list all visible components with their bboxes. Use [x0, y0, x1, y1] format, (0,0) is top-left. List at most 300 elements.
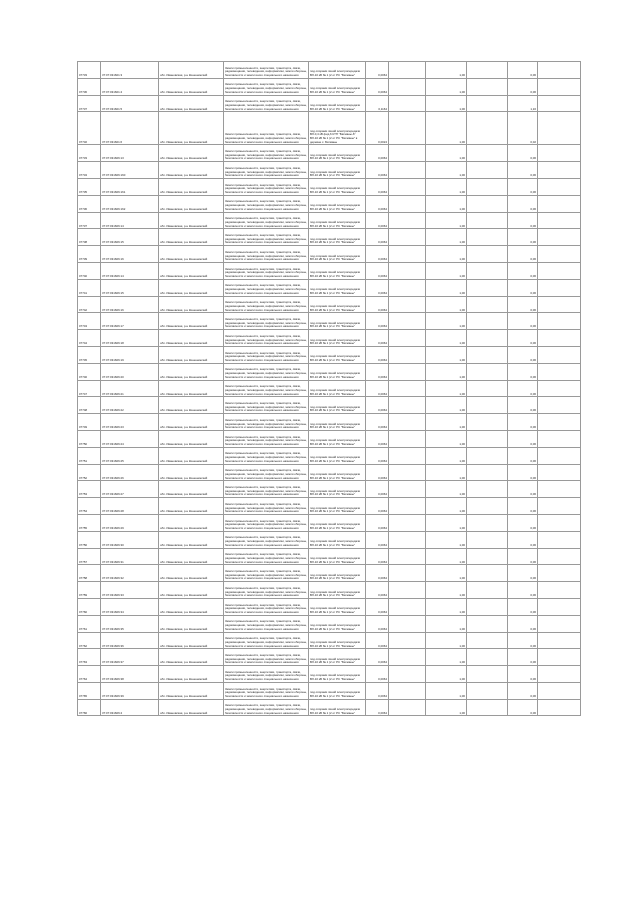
- row-number: 07744: [78, 330, 101, 347]
- cadastral-number: 37:07:031606:37: [101, 649, 159, 666]
- permitted-use: под опорами линий электропередачи ВЛ-10 кВ № 1 (2 от РС "Батманы": [309, 296, 366, 313]
- empty-cell: [467, 447, 508, 464]
- row-number: 07763: [78, 649, 101, 666]
- empty-cell: [538, 548, 581, 565]
- sum-value: 0,06: [508, 380, 538, 397]
- plot-address: обл. Ивановская, р-н Кинешемский: [159, 78, 224, 95]
- permitted-use: под опорами линий электропередачи ВЛ-10 кВ № 1 (2 от РС "Батманы": [309, 145, 366, 162]
- plot-area: 0,0064: [366, 380, 389, 397]
- empty-cell: [467, 112, 508, 145]
- row-number: 07758: [78, 565, 101, 582]
- cadastral-number: 37:07:031606:23: [101, 414, 159, 431]
- sum-value: 0,06: [508, 212, 538, 229]
- permitted-use: под опорами линий электропередачи ВЛ-10 кВ № 1 (2 от РС "Батманы": [309, 430, 366, 447]
- plot-area: 0,0064: [366, 246, 389, 263]
- cadastral-number: 37:07:031606:25: [101, 447, 159, 464]
- plot-address: обл. Ивановская, р-н Кинешемский: [159, 481, 224, 498]
- plot-address: обл. Ивановская, р-н Кинешемский: [159, 447, 224, 464]
- empty-cell: [389, 212, 426, 229]
- row-number: 07737: [78, 95, 101, 112]
- empty-cell: [538, 330, 581, 347]
- empty-cell: [467, 464, 508, 481]
- plot-address: обл. Ивановская, р-н Кинешемский: [159, 380, 224, 397]
- row-number: 07760: [78, 598, 101, 615]
- table-row: [78, 112, 581, 145]
- row-number: 07741: [78, 279, 101, 296]
- plot-area: 0,0064: [366, 598, 389, 615]
- rate-value: 1,00: [426, 699, 467, 716]
- rate-value: 1,00: [426, 481, 467, 498]
- sum-value: 0,06: [508, 447, 538, 464]
- empty-cell: [467, 346, 508, 363]
- row-number: 07734: [78, 162, 101, 179]
- rate-value: 1,00: [426, 162, 467, 179]
- empty-cell: [389, 615, 426, 632]
- table-row: [78, 145, 581, 162]
- land-category: Земли промышленности, энергетики, транспорта, связи, радиовещания, телевидения, информатики, земли обороны, безопасности и земли иного специального назначения: [224, 145, 309, 162]
- rate-value: 1,00: [426, 682, 467, 699]
- sum-value: 0,02: [508, 112, 538, 145]
- land-category: Земли промышленности, энергетики, транспорта, связи, радиовещания, телевидения, информатики, земли обороны, безопасности и земли иного специального назначения: [224, 666, 309, 683]
- plot-address: обл. Ивановская, р-н Кинешемский: [159, 414, 224, 431]
- plot-address: обл. Ивановская, р-н Кинешемский: [159, 430, 224, 447]
- empty-cell: [389, 397, 426, 414]
- rate-value: 1,00: [426, 112, 467, 145]
- plot-address: обл. Ивановская, р-н Кинешемский: [159, 565, 224, 582]
- permitted-use: под опорами линий электропередачи ВЛ-10 кВ № 1 (2 от РС "Батманы": [309, 666, 366, 683]
- empty-cell: [389, 632, 426, 649]
- plot-address: обл. Ивановская, р-н Кинешемский: [159, 498, 224, 515]
- empty-cell: [538, 380, 581, 397]
- sum-value: 0,06: [508, 195, 538, 212]
- empty-cell: [467, 78, 508, 95]
- cadastral-number: 37:07:031606:14: [101, 212, 159, 229]
- cadastral-number: 37:07:031606:26: [101, 464, 159, 481]
- rate-value: 1,00: [426, 582, 467, 599]
- permitted-use: под опорами линий электропередачи ВЛ-10 кВ № 1 (2 от РС "Батманы": [309, 514, 366, 531]
- empty-cell: [389, 195, 426, 212]
- rate-value: 1,00: [426, 330, 467, 347]
- cadastral-number: 37:07:031606:4: [101, 699, 159, 716]
- sum-value: 0,06: [508, 78, 538, 95]
- land-category: Земли промышленности, энергетики, транспорта, связи, радиовещания, телевидения, информатики, земли обороны, безопасности и земли иного специального назначения: [224, 632, 309, 649]
- empty-cell: [467, 699, 508, 716]
- permitted-use: под опорами линий электропередачи ВЛ-10 кВ № 1 (2 от РС "Батманы": [309, 262, 366, 279]
- empty-cell: [538, 447, 581, 464]
- rate-value: 1,00: [426, 598, 467, 615]
- permitted-use: под опорами линий электропередачи ВЛ-10 кВ № 1 (2 от РС "Батманы": [309, 682, 366, 699]
- empty-cell: [538, 397, 581, 414]
- row-number: 07764: [78, 666, 101, 683]
- cadastral-number: 37:07:031606:15: [101, 229, 159, 246]
- permitted-use: под опорами линий электропередачи ВЛ-10 кВ № 1 (2 от РС "Батманы": [309, 380, 366, 397]
- table-row: [78, 162, 581, 179]
- land-category: Земли промышленности, энергетики, транспорта, связи, радиовещания, телевидения, информатики, земли обороны, безопасности и земли иного специального назначения: [224, 682, 309, 699]
- plot-area: 0,0064: [366, 464, 389, 481]
- empty-cell: [389, 464, 426, 481]
- sum-value: 0,06: [508, 363, 538, 380]
- row-number: 07736: [78, 195, 101, 212]
- table-row: [78, 313, 581, 330]
- empty-cell: [538, 279, 581, 296]
- empty-cell: [538, 514, 581, 531]
- land-category: Земли промышленности, энергетики, транспорта, связи, радиовещания, телевидения, информатики, земли обороны, безопасности и земли иного специального назначения: [224, 112, 309, 145]
- permitted-use: под опорами линий электропередачи ВЛ-10 кВ № 1 (2 от РС "Батманы": [309, 397, 366, 414]
- permitted-use: под опорами линий электропередачи ВЛ-10 кВ № 1 (2 от РС "Батманы": [309, 62, 366, 79]
- empty-cell: [467, 229, 508, 246]
- sum-value: 0,06: [508, 145, 538, 162]
- plot-area: 0,0064: [366, 514, 389, 531]
- plot-area: 0,0064: [366, 531, 389, 548]
- sum-value: 0,06: [508, 346, 538, 363]
- cadastral-number: 37:07:031606:24: [101, 430, 159, 447]
- cadastral-number: 37:07:031606:38: [101, 666, 159, 683]
- permitted-use: под опорами линий электропередачи ВЛ-10 кВ № 1 (2 от РС "Батманы": [309, 447, 366, 464]
- sum-value: 0,06: [508, 414, 538, 431]
- plot-area: 0,0064: [366, 548, 389, 565]
- empty-cell: [389, 178, 426, 195]
- plot-address: обл. Ивановская, р-н Кинешемский: [159, 582, 224, 599]
- rate-value: 1,00: [426, 531, 467, 548]
- cadastral-number: 37:07:031606:21: [101, 380, 159, 397]
- empty-cell: [389, 296, 426, 313]
- permitted-use: под опорами линий электропередачи ВЛ-10 кВ № 1 (2 от РС "Батманы": [309, 598, 366, 615]
- sum-value: 0,06: [508, 330, 538, 347]
- row-number: 07752: [78, 464, 101, 481]
- plot-area: 0,0064: [366, 162, 389, 179]
- empty-cell: [389, 565, 426, 582]
- cadastral-number: 37:07:031606:28: [101, 498, 159, 515]
- empty-cell: [467, 380, 508, 397]
- table-row: [78, 397, 581, 414]
- rate-value: 1,00: [426, 615, 467, 632]
- row-number: 07751: [78, 447, 101, 464]
- table-row: [78, 598, 581, 615]
- land-category: Земли промышленности, энергетики, транспорта, связи, радиовещания, телевидения, информатики, земли обороны, безопасности и земли иного специального назначения: [224, 464, 309, 481]
- empty-cell: [389, 414, 426, 431]
- row-number: 07753: [78, 481, 101, 498]
- rate-value: 1,00: [426, 514, 467, 531]
- plot-address: обл. Ивановская, р-н Кинешемский: [159, 62, 224, 79]
- cadastral-number: 37:07:031606:32: [101, 565, 159, 582]
- table-row: [78, 296, 581, 313]
- sum-value: 0,06: [508, 682, 538, 699]
- empty-cell: [389, 649, 426, 666]
- row-number: 07757: [78, 548, 101, 565]
- plot-address: обл. Ивановская, р-н Кинешемский: [159, 162, 224, 179]
- permitted-use: под опорами линий электропередачи ВЛ-10 кВ № 1 (2 от РС "Батманы": [309, 279, 366, 296]
- row-number: 07759: [78, 582, 101, 599]
- sum-value: 0,06: [508, 464, 538, 481]
- plot-address: обл. Ивановская, р-н Кинешемский: [159, 615, 224, 632]
- land-category: Земли промышленности, энергетики, транспорта, связи, радиовещания, телевидения, информатики, земли обороны, безопасности и земли иного специального назначения: [224, 615, 309, 632]
- cadastral-number: 37:07:031601:4: [101, 78, 159, 95]
- land-category: Земли промышленности, энергетики, транспорта, связи, радиовещания, телевидения, информатики, земли обороны, безопасности и земли иного специального назначения: [224, 279, 309, 296]
- permitted-use: под опорами линий электропередачи ВЛ-10 кВ № 1 (2 от РС "Батманы": [309, 363, 366, 380]
- plot-address: обл. Ивановская, р-н Кинешемский: [159, 531, 224, 548]
- table-row: [78, 548, 581, 565]
- empty-cell: [467, 582, 508, 599]
- land-category: Земли промышленности, энергетики, транспорта, связи, радиовещания, телевидения, информатики, земли обороны, безопасности и земли иного специального назначения: [224, 212, 309, 229]
- land-category: Земли промышленности, энергетики, транспорта, связи, радиовещания, телевидения, информатики, земли обороны, безопасности и земли иного специального назначения: [224, 195, 309, 212]
- empty-cell: [389, 531, 426, 548]
- table-row: [78, 363, 581, 380]
- plot-address: обл. Ивановская, р-н Кинешемский: [159, 682, 224, 699]
- plot-address: обл. Ивановская, р-н Кинешемский: [159, 279, 224, 296]
- empty-cell: [467, 363, 508, 380]
- table-row: [78, 582, 581, 599]
- land-category: Земли промышленности, энергетики, транспорта, связи, радиовещания, телевидения, информатики, земли обороны, безопасности и земли иного специального назначения: [224, 514, 309, 531]
- land-category: Земли промышленности, энергетики, транспорта, связи, радиовещания, телевидения, информатики, земли обороны, безопасности и земли иного специального назначения: [224, 313, 309, 330]
- cadastral-number: 37:07:031606:39: [101, 682, 159, 699]
- empty-cell: [467, 262, 508, 279]
- rate-value: 1,00: [426, 78, 467, 95]
- rate-value: 1,00: [426, 666, 467, 683]
- sum-value: 0,06: [508, 229, 538, 246]
- empty-cell: [467, 430, 508, 447]
- plot-address: обл. Ивановская, р-н Кинешемский: [159, 699, 224, 716]
- sum-value: 0,06: [508, 514, 538, 531]
- plot-area: 0,0064: [366, 212, 389, 229]
- sum-value: 0,06: [508, 666, 538, 683]
- plot-address: обл. Ивановская, р-н Кинешемский: [159, 346, 224, 363]
- table-row: [78, 447, 581, 464]
- plot-area: 0,0064: [366, 346, 389, 363]
- permitted-use: под опорами линий электропередачи ВЛ-10 кВ № 1 (2 от РС "Батманы": [309, 615, 366, 632]
- plot-area: 0,0064: [366, 699, 389, 716]
- plot-address: обл. Ивановская, р-н Кинешемский: [159, 178, 224, 195]
- rate-value: 1,00: [426, 313, 467, 330]
- rate-value: 1,00: [426, 62, 467, 79]
- row-number: 07735: [78, 178, 101, 195]
- empty-cell: [538, 229, 581, 246]
- cadastral-number: 37:07:031601:5: [101, 95, 159, 112]
- plot-address: обл. Ивановская, р-н Кинешемский: [159, 296, 224, 313]
- land-category: Земли промышленности, энергетики, транспорта, связи, радиовещания, телевидения, информатики, земли обороны, безопасности и земли иного специального назначения: [224, 62, 309, 79]
- empty-cell: [389, 229, 426, 246]
- sum-value: 0,06: [508, 262, 538, 279]
- cadastral-number: 37:07:031606:34: [101, 598, 159, 615]
- table-row: [78, 498, 581, 515]
- permitted-use: под опорами линий электропередачи ВЛ-0,4 кВ фид.6 КТП "Батманы-6" ВЛ-10 кВ № 1 (2 от РС "Батманы" в деревне с. Батманы: [309, 112, 366, 145]
- plot-address: обл. Ивановская, р-н Кинешемский: [159, 112, 224, 145]
- rate-value: 1,00: [426, 246, 467, 263]
- permitted-use: под опорами линий электропередачи ВЛ-10 кВ № 1 (2 от РС "Батманы": [309, 246, 366, 263]
- plot-area: 0,0064: [366, 447, 389, 464]
- plot-area: 0,0064: [366, 195, 389, 212]
- land-category: Земли промышленности, энергетики, транспорта, связи, радиовещания, телевидения, информатики, земли обороны, безопасности и земли иного специального назначения: [224, 565, 309, 582]
- plot-area: 0,0064: [366, 682, 389, 699]
- plot-area: 0,0064: [366, 414, 389, 431]
- plot-address: обл. Ивановская, р-н Кинешемский: [159, 195, 224, 212]
- rate-value: 1,00: [426, 464, 467, 481]
- empty-cell: [538, 162, 581, 179]
- sum-value: 0,06: [508, 582, 538, 599]
- empty-cell: [389, 145, 426, 162]
- empty-cell: [467, 246, 508, 263]
- empty-cell: [467, 649, 508, 666]
- plot-area: 0,0064: [366, 397, 389, 414]
- plot-address: обл. Ивановская, р-н Кинешемский: [159, 212, 224, 229]
- empty-cell: [467, 296, 508, 313]
- row-number: 07733: [78, 145, 101, 162]
- land-category: Земли промышленности, энергетики, транспорта, связи, радиовещания, телевидения, информатики, земли обороны, безопасности и земли иного специального назначения: [224, 598, 309, 615]
- plot-area: 0,0064: [366, 178, 389, 195]
- land-category: Земли промышленности, энергетики, транспорта, связи, радиовещания, телевидения, информатики, земли обороны, безопасности и земли иного специального назначения: [224, 447, 309, 464]
- table-row: [78, 279, 581, 296]
- plot-address: обл. Ивановская, р-н Кинешемский: [159, 548, 224, 565]
- land-category: Земли промышленности, энергетики, транспорта, связи, радиовещания, телевидения, информатики, земли обороны, безопасности и земли иного специального назначения: [224, 531, 309, 548]
- empty-cell: [538, 481, 581, 498]
- permitted-use: под опорами линий электропередачи ВЛ-10 кВ № 1 (2 от РС "Батманы": [309, 414, 366, 431]
- cadastral-number: 37:07:031606:20: [101, 363, 159, 380]
- permitted-use: под опорами линий электропередачи ВЛ-10 кВ № 1 (2 от РС "Батманы": [309, 78, 366, 95]
- row-number: 07754: [78, 498, 101, 515]
- rate-value: 1,00: [426, 447, 467, 464]
- empty-cell: [389, 95, 426, 112]
- rate-value: 1,00: [426, 649, 467, 666]
- rate-value: 1,00: [426, 178, 467, 195]
- cadastral-number: 37:07:031606:35: [101, 615, 159, 632]
- empty-cell: [467, 565, 508, 582]
- land-category: Земли промышленности, энергетики, транспорта, связи, радиовещания, телевидения, информатики, земли обороны, безопасности и земли иного специального назначения: [224, 430, 309, 447]
- plot-address: обл. Ивановская, р-н Кинешемский: [159, 632, 224, 649]
- table-row: [78, 615, 581, 632]
- table-row: [78, 380, 581, 397]
- plot-area: 0,0064: [366, 145, 389, 162]
- table-row: [78, 682, 581, 699]
- permitted-use: под опорами линий электропередачи ВЛ-10 кВ № 1 (2 от РС "Батманы": [309, 178, 366, 195]
- plot-area: 0,0064: [366, 498, 389, 515]
- empty-cell: [389, 582, 426, 599]
- land-plot-register-table: [77, 61, 581, 716]
- cadastral-number: 37:07:031606:33: [101, 582, 159, 599]
- plot-area: 0,0064: [366, 666, 389, 683]
- empty-cell: [389, 514, 426, 531]
- empty-cell: [389, 380, 426, 397]
- table-row: [78, 464, 581, 481]
- cadastral-number: 37:07:031606:30: [101, 531, 159, 548]
- plot-address: обл. Ивановская, р-н Кинешемский: [159, 464, 224, 481]
- row-number: 07761: [78, 615, 101, 632]
- rate-value: 1,00: [426, 498, 467, 515]
- sum-value: 0,06: [508, 397, 538, 414]
- row-number: 07765: [78, 682, 101, 699]
- row-number: 07755: [78, 514, 101, 531]
- row-number: 07740: [78, 262, 101, 279]
- land-category: Земли промышленности, энергетики, транспорта, связи, радиовещания, телевидения, информатики, земли обороны, безопасности и земли иного специального назначения: [224, 414, 309, 431]
- row-number: 07745: [78, 346, 101, 363]
- row-number: 07739: [78, 246, 101, 263]
- table-row: [78, 62, 581, 79]
- empty-cell: [538, 582, 581, 599]
- land-category: Земли промышленности, энергетики, транспорта, связи, радиовещания, телевидения, информатики, земли обороны, безопасности и земли иного специального назначения: [224, 481, 309, 498]
- empty-cell: [538, 632, 581, 649]
- cadastral-number: 37:07:031606:162: [101, 195, 159, 212]
- table-row: [78, 262, 581, 279]
- empty-cell: [389, 279, 426, 296]
- cadastral-number: 37:07:031606:31: [101, 548, 159, 565]
- plot-address: обл. Ивановская, р-н Кинешемский: [159, 145, 224, 162]
- plot-area: 0,0064: [366, 582, 389, 599]
- plot-address: обл. Ивановская, р-н Кинешемский: [159, 397, 224, 414]
- empty-cell: [467, 414, 508, 431]
- row-number: 07756: [78, 531, 101, 548]
- permitted-use: под опорами линий электропередачи ВЛ-10 кВ № 1 (2 от РС "Батманы": [309, 582, 366, 599]
- empty-cell: [389, 346, 426, 363]
- land-category: Земли промышленности, энергетики, транспорта, связи, радиовещания, телевидения, информатики, земли обороны, безопасности и земли иного специального назначения: [224, 582, 309, 599]
- table-row: [78, 414, 581, 431]
- empty-cell: [538, 615, 581, 632]
- empty-cell: [389, 699, 426, 716]
- rate-value: 1,00: [426, 565, 467, 582]
- sum-value: 0,06: [508, 279, 538, 296]
- sum-value: 0,06: [508, 246, 538, 263]
- land-category: Земли промышленности, энергетики, транспорта, связи, радиовещания, телевидения, информатики, земли обороны, безопасности и земли иного специального назначения: [224, 246, 309, 263]
- cadastral-number: 37:07:031606:14: [101, 262, 159, 279]
- table-row: [78, 531, 581, 548]
- land-category: Земли промышленности, энергетики, транспорта, связи, радиовещания, телевидения, информатики, земли обороны, безопасности и земли иного специального назначения: [224, 229, 309, 246]
- permitted-use: под опорами линий электропередачи ВЛ-10 кВ № 1 (2 от РС "Батманы": [309, 95, 366, 112]
- empty-cell: [467, 481, 508, 498]
- empty-cell: [467, 498, 508, 515]
- land-category: Земли промышленности, энергетики, транспорта, связи, радиовещания, телевидения, информатики, земли обороны, безопасности и земли иного специального назначения: [224, 178, 309, 195]
- empty-cell: [538, 313, 581, 330]
- rate-value: 1,00: [426, 363, 467, 380]
- empty-cell: [467, 514, 508, 531]
- permitted-use: под опорами линий электропередачи ВЛ-10 кВ № 1 (2 от РС "Батманы": [309, 229, 366, 246]
- empty-cell: [538, 598, 581, 615]
- empty-cell: [389, 246, 426, 263]
- table-row: [78, 246, 581, 263]
- empty-cell: [538, 212, 581, 229]
- empty-cell: [389, 481, 426, 498]
- plot-area: 0,0064: [366, 615, 389, 632]
- plot-area: 0,0064: [366, 262, 389, 279]
- empty-cell: [389, 682, 426, 699]
- table-row: [78, 78, 581, 95]
- permitted-use: под опорами линий электропередачи ВЛ-10 кВ № 1 (2 от РС "Батманы": [309, 649, 366, 666]
- row-number: 07736: [78, 78, 101, 95]
- sum-value: 0,06: [508, 162, 538, 179]
- rate-value: 1,00: [426, 262, 467, 279]
- land-category: Земли промышленности, энергетики, транспорта, связи, радиовещания, телевидения, информатики, земли обороны, безопасности и земли иного специального назначения: [224, 380, 309, 397]
- permitted-use: под опорами линий электропередачи ВЛ-10 кВ № 1 (2 от РС "Батманы": [309, 346, 366, 363]
- empty-cell: [467, 62, 508, 79]
- row-number: 07766: [78, 699, 101, 716]
- empty-cell: [538, 363, 581, 380]
- row-number: 07738: [78, 229, 101, 246]
- sum-value: 0,06: [508, 598, 538, 615]
- land-category: Земли промышленности, энергетики, транспорта, связи, радиовещания, телевидения, информатики, земли обороны, безопасности и земли иного специального назначения: [224, 296, 309, 313]
- empty-cell: [467, 548, 508, 565]
- permitted-use: под опорами линий электропередачи ВЛ-10 кВ № 1 (2 от РС "Батманы": [309, 548, 366, 565]
- plot-address: обл. Ивановская, р-н Кинешемский: [159, 313, 224, 330]
- permitted-use: под опорами линий электропередачи ВЛ-10 кВ № 1 (2 от РС "Батманы": [309, 195, 366, 212]
- rate-value: 1,00: [426, 212, 467, 229]
- cadastral-number: 37:07:031606:29: [101, 514, 159, 531]
- plot-area: 0,0064: [366, 565, 389, 582]
- plot-address: обл. Ивановская, р-н Кинешемский: [159, 330, 224, 347]
- empty-cell: [389, 112, 426, 145]
- empty-cell: [389, 262, 426, 279]
- rate-value: 1,00: [426, 430, 467, 447]
- empty-cell: [538, 498, 581, 515]
- table-row: [78, 565, 581, 582]
- rate-value: 1,00: [426, 195, 467, 212]
- cadastral-number: 37:07:031606:27: [101, 481, 159, 498]
- sum-value: 0,06: [508, 615, 538, 632]
